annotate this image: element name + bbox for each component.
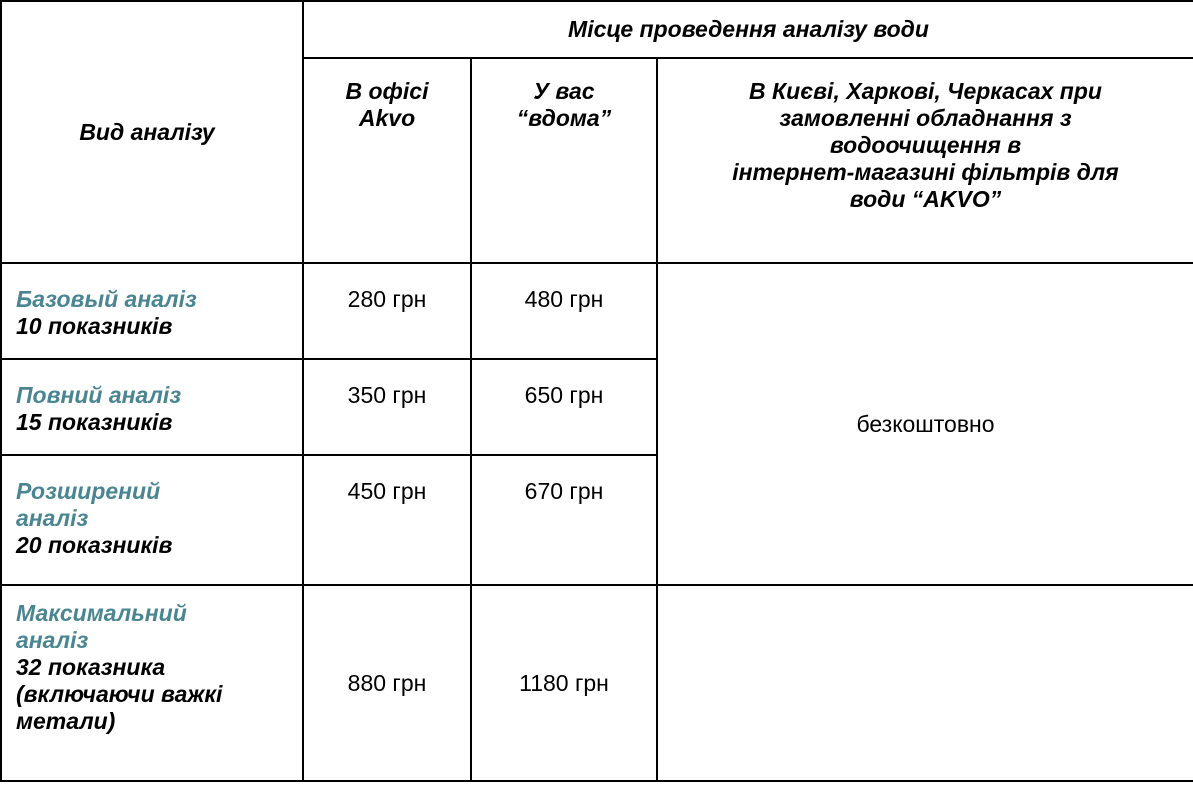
analysis-indicators: (включаючи важкі xyxy=(16,681,223,707)
table-row xyxy=(1,263,1193,359)
analysis-name: Повний аналіз xyxy=(16,382,182,408)
analysis-type-cell xyxy=(1,263,303,359)
office-price: 450 грн xyxy=(347,478,427,504)
analysis-type-cell xyxy=(1,455,303,585)
office-price: 880 грн xyxy=(347,669,427,696)
cities-empty-cell xyxy=(657,585,1193,781)
analysis-name: аналіз xyxy=(16,505,89,531)
analysis-name: Розширений xyxy=(16,478,161,504)
home-price: 480 грн xyxy=(524,286,604,312)
analysis-type-cell xyxy=(1,585,303,781)
office-col-header xyxy=(303,58,471,263)
analysis-name: аналіз xyxy=(16,627,89,653)
analysis-name: Максимальний xyxy=(16,600,187,626)
analysis-type-header-label: Вид аналізу xyxy=(79,118,215,145)
analysis-indicators: метали) xyxy=(16,708,116,734)
home-price-cell xyxy=(471,359,657,455)
cities-col-header-line: води “AKVO” xyxy=(849,186,1002,212)
analysis-name: Базовый аналіз xyxy=(16,286,197,312)
home-price: 1180 грн xyxy=(519,669,609,696)
office-price: 350 грн xyxy=(347,382,427,408)
place-header xyxy=(303,1,1193,58)
free-label: безкоштовно xyxy=(856,410,995,437)
office-price-cell xyxy=(303,359,471,455)
cities-price-cell xyxy=(657,263,1193,585)
analysis-indicators: 32 показника xyxy=(16,654,166,680)
cities-col-header-line: В Києві, Харкові, Черкасах при xyxy=(749,78,1102,104)
analysis-indicators: 15 показників xyxy=(16,409,173,435)
cities-col-header-line: замовленні обладнання з xyxy=(779,105,1072,131)
office-price-cell xyxy=(303,263,471,359)
home-col-header xyxy=(471,58,657,263)
table-row xyxy=(1,585,1193,781)
analysis-indicators: 20 показників xyxy=(16,532,173,558)
office-col-header-line1: В офісі xyxy=(345,78,429,104)
home-price: 670 грн xyxy=(524,478,604,504)
header-row-top xyxy=(1,1,1193,58)
home-price-cell xyxy=(471,455,657,585)
home-col-header-line1: У вас xyxy=(533,78,595,104)
home-price-cell xyxy=(471,263,657,359)
analysis-type-cell xyxy=(1,359,303,455)
analysis-indicators: 10 показників xyxy=(16,313,173,339)
office-price-cell xyxy=(303,455,471,585)
cities-col-header-line: водоочищення в xyxy=(829,132,1022,158)
analysis-type-header xyxy=(1,1,303,263)
home-price-cell xyxy=(471,585,657,781)
cities-col-header-line: інтернет-магазині фільтрів для xyxy=(732,159,1119,185)
office-price-cell xyxy=(303,585,471,781)
place-header-label: Місце проведення аналізу води xyxy=(568,16,929,42)
office-col-header-line2: Akvo xyxy=(358,105,416,131)
home-price: 650 грн xyxy=(524,382,604,408)
office-price: 280 грн xyxy=(347,286,427,312)
cities-col-header xyxy=(657,58,1193,263)
home-col-header-line2: “вдома” xyxy=(516,105,612,131)
